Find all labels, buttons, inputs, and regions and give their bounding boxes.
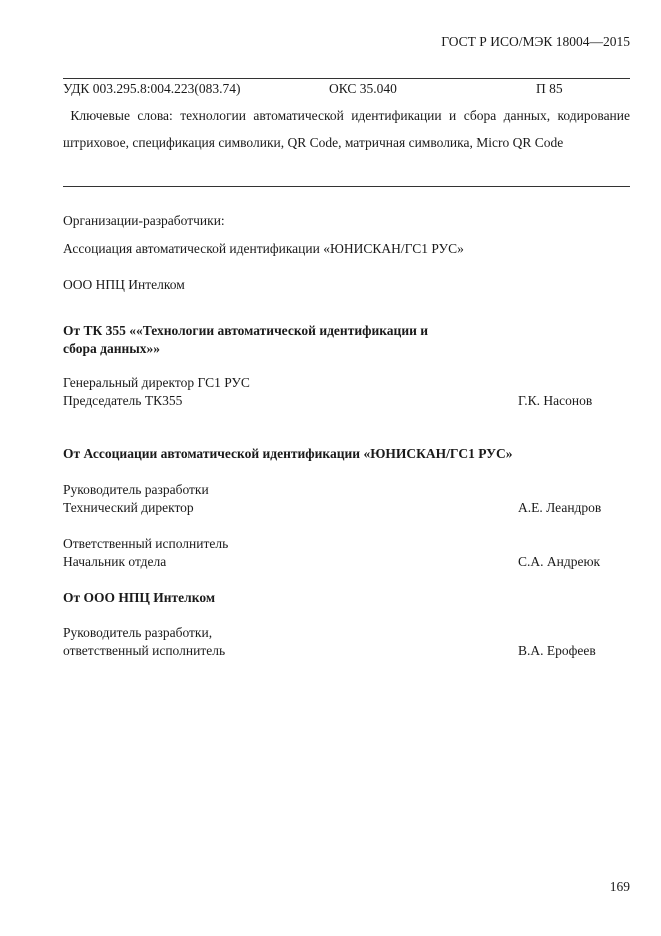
association-p1-role-2: Технический директор [63,500,194,515]
association-heading: От Ассоциации автоматической идентификации «ЮНИСКАН/ГС1 РУС» [63,446,513,461]
intelcom-role-1: Руководитель разработки, [63,625,213,640]
developers-heading: Организации-разработчики: [63,213,225,228]
tk355-heading-line2: сбора данных»» [63,341,161,356]
association-p2-name: С.А. Андреюк [518,554,601,569]
document-header: ГОСТ Р ИСО/МЭК 18004—2015 [441,34,630,49]
classifier-code: П 85 [536,81,563,96]
association-p2-role-2: Начальник отдела [63,554,167,569]
tk355-signatory-name: Г.К. Насонов [518,393,593,408]
tk355-role-2: Председатель ТК355 [63,393,183,408]
oks-code: ОКС 35.040 [329,81,397,96]
keywords-text: технологии автоматической идентификации и сбора данных, кодирование штриховое, спецификация символики, QR Code, матричная символика, Micro QR Code [63,108,631,150]
udk-code: УДК 003.295.8:004.223(083.74) [63,81,241,96]
association-p1-role-1: Руководитель разработки [63,482,209,497]
intelcom-signatory-name: В.А. Ерофеев [518,643,596,658]
keywords-label: Ключевые слова: [70,108,173,123]
intelcom-heading: От ООО НПЦ Интелком [63,590,216,605]
developer-org-1: Ассоциация автоматической идентификации «ЮНИСКАН/ГС1 РУС» [63,241,464,256]
top-rule [63,78,630,79]
association-p1-name: А.Е. Леандров [518,500,602,515]
keywords-rule [63,186,630,187]
page-number: 169 [609,879,630,894]
tk355-role-1: Генеральный директор ГС1 РУС [63,375,250,390]
intelcom-role-2: ответственный исполнитель [63,643,226,658]
tk355-heading-line1: От ТК 355 ««Технологии автоматической идентификации и [63,323,429,338]
association-p2-role-1: Ответственный исполнитель [63,536,229,551]
developer-org-2: ООО НПЦ Интелком [63,277,185,292]
keywords-paragraph [63,102,630,156]
